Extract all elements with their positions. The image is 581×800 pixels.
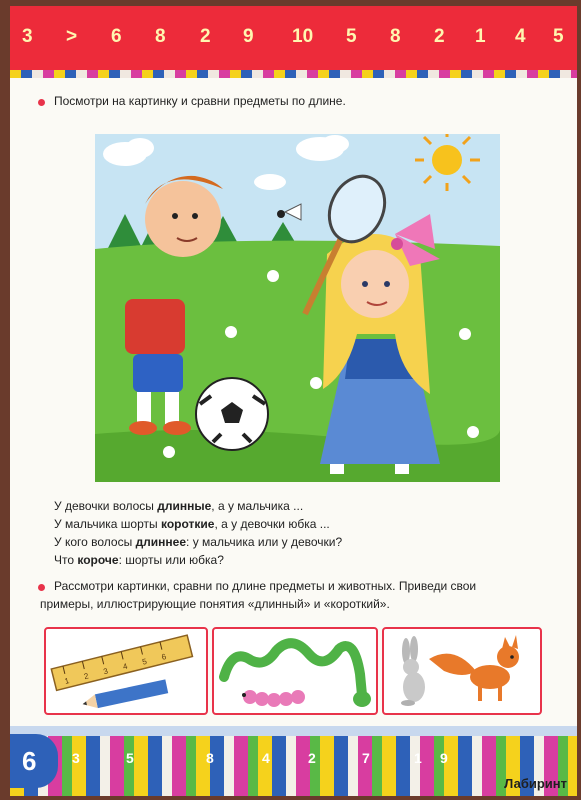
snake-icon bbox=[224, 643, 362, 695]
question-line: У мальчика шорты короткие, а у девочки юбка ... bbox=[54, 517, 330, 531]
header-number: > bbox=[66, 26, 78, 47]
question-line: Что короче: шорты или юбка? bbox=[54, 553, 224, 567]
picture-box-ruler-pencil bbox=[44, 627, 208, 715]
caterpillar-icon bbox=[242, 690, 305, 707]
ruler-number: 1 bbox=[63, 676, 71, 686]
header-number: 5 bbox=[346, 26, 357, 47]
header-number: 8 bbox=[155, 26, 166, 47]
header-stripes bbox=[10, 70, 577, 78]
girl-figure bbox=[320, 214, 440, 474]
scene-svg bbox=[95, 134, 500, 482]
header-number: 5 bbox=[553, 26, 564, 47]
header-number: 3 bbox=[22, 26, 33, 47]
ruler-number: 2 bbox=[83, 671, 90, 682]
bullet-icon bbox=[38, 584, 45, 591]
header-number: 2 bbox=[434, 26, 445, 47]
soccer-ball-icon bbox=[196, 378, 268, 450]
footer-number: 1 bbox=[414, 750, 422, 766]
ruler-number: 4 bbox=[121, 661, 129, 672]
header-number: 1 bbox=[475, 26, 486, 47]
footer-number: 2 bbox=[308, 750, 316, 766]
publisher-watermark: Лабиринт bbox=[504, 776, 567, 791]
header-number: 2 bbox=[200, 26, 211, 47]
page-number-badge bbox=[10, 734, 58, 788]
header-number: 8 bbox=[390, 26, 401, 47]
header-band bbox=[10, 6, 577, 70]
picture-box-snake-caterpillar bbox=[212, 627, 378, 715]
header-number: 9 bbox=[243, 26, 254, 47]
task2-instruction-line2: примеры, иллюстрирующие понятия «длинный» и «короткий». bbox=[40, 597, 390, 611]
ruler-icon bbox=[51, 635, 192, 690]
header-number: 10 bbox=[292, 26, 314, 47]
cloud-icon bbox=[103, 135, 349, 190]
question-line: У кого волосы длиннее: у мальчика или у девочки? bbox=[54, 535, 343, 549]
header-number: 4 bbox=[515, 26, 526, 47]
ruler-number: 3 bbox=[102, 666, 109, 677]
book-page bbox=[10, 6, 577, 796]
illustration-boy-girl-ball bbox=[95, 134, 500, 482]
footer-number: 3 bbox=[72, 750, 80, 766]
footer-number: 5 bbox=[126, 750, 134, 766]
footer-number: 8 bbox=[206, 750, 214, 766]
picture-box-hare-fox bbox=[382, 627, 542, 715]
footer-stripes bbox=[10, 736, 577, 796]
footer-number: 7 bbox=[362, 750, 370, 766]
ruler-number: 6 bbox=[160, 651, 168, 662]
sun-icon bbox=[415, 134, 480, 191]
pencil-icon bbox=[81, 679, 168, 711]
question-line: У девочки волосы длинные, а у мальчика ... bbox=[54, 499, 304, 513]
page-number: 6 bbox=[22, 746, 37, 776]
header-number-row bbox=[10, 26, 577, 50]
hare-icon bbox=[401, 636, 425, 706]
footer-number: 4 bbox=[262, 750, 270, 766]
bullet-icon bbox=[38, 99, 45, 106]
shuttlecock-icon bbox=[277, 204, 301, 220]
task2-instruction-line1: Рассмотри картинки, сравни по длине предметы и животных. Приведи свои bbox=[54, 579, 477, 593]
fox-icon bbox=[429, 635, 519, 701]
ruler-number: 5 bbox=[141, 656, 148, 667]
task1-instruction: Посмотри на картинку и сравни предметы по длине. bbox=[54, 94, 346, 108]
header-number: 6 bbox=[111, 26, 122, 47]
footer-number: 9 bbox=[440, 750, 448, 766]
